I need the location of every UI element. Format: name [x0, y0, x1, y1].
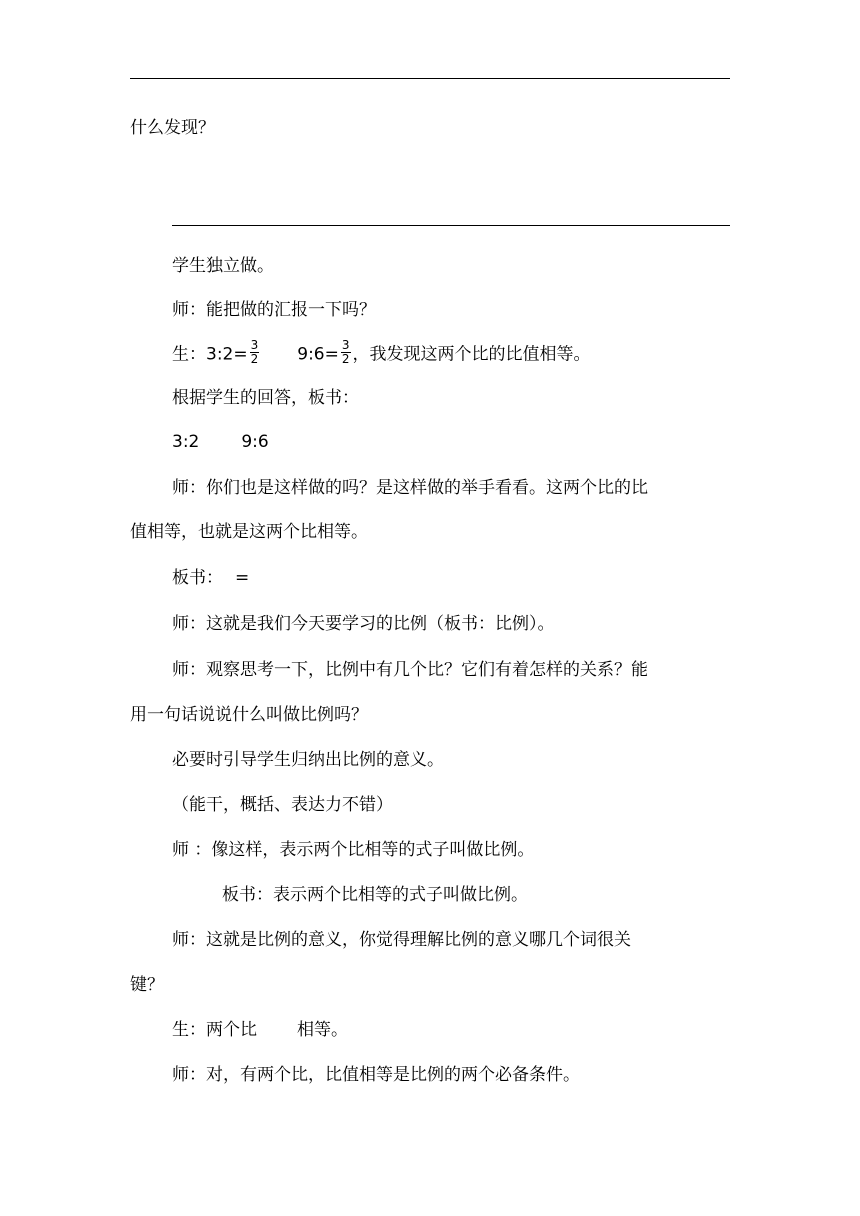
paragraph-guide-students: 必要时引导学生归纳出比例的意义。: [172, 750, 444, 770]
paragraph-teacher-observe-line2: 用一句话说说什么叫做比例吗？: [130, 705, 368, 725]
keyword-two-ratios: 生：两个比: [172, 1020, 257, 1040]
paragraph-board-writing-intro: 根据学生的回答，板书：: [172, 388, 359, 408]
board-label: 板书：: [172, 568, 223, 588]
paragraph-teacher-ask-line1: 师：你们也是这样做的吗？是这样做的举手看看。这两个比的比: [172, 478, 648, 498]
paragraph-teacher-intro-proportion: 师：这就是我们今天要学习的比例（板书：比例）。: [172, 614, 555, 634]
board-ratio-a: 3:2: [172, 432, 200, 452]
paragraph-board-equals: [172, 567, 249, 589]
answer-suffix: ，我发现这两个比的比值相等。: [352, 344, 591, 365]
ratio-expr-1: 3:2=: [206, 344, 248, 365]
paragraph-teacher-keywords-line1: 师：这就是比例的意义，你觉得理解比例的意义哪几个词很关: [172, 930, 631, 950]
board-ratio-b: 9:6: [241, 432, 269, 452]
section-divider: [172, 225, 730, 226]
fraction-1-numerator: 3: [250, 338, 259, 352]
answer-prefix: 生：: [172, 344, 206, 365]
fraction-2: [341, 339, 351, 366]
paragraph-teacher-definition: 师 ：像这样，表示两个比相等的式子叫做比例。: [172, 840, 535, 860]
paragraph-teacher-observe-line1: 师：观察思考一下，比例中有几个比？它们有着怎样的关系？能: [172, 660, 648, 680]
paragraph-teacher-report: 师：能把做的汇报一下吗？: [172, 300, 376, 320]
fraction-1-denominator: 2: [250, 352, 259, 366]
fraction-2-numerator: 3: [341, 338, 350, 352]
paragraph-board-ratios: [172, 431, 269, 453]
prev-page-tail-text: 什么发现？: [130, 118, 215, 138]
paragraph-teacher-keywords-line2: 键？: [130, 975, 164, 995]
ratio-expr-2: 9:6=: [297, 344, 339, 365]
paragraph-teacher-conclusion: 师：对，有两个比，比值相等是比例的两个必备条件。: [172, 1065, 580, 1085]
paragraph-student-keywords: [172, 1019, 348, 1041]
board-equals-sign: =: [235, 568, 250, 588]
paragraph-comment: （能干，概括、表达力不错）: [172, 795, 393, 815]
paragraph-board-definition: 板书：表示两个比相等的式子叫做比例。: [222, 885, 528, 905]
paragraph-teacher-ask-line2: 值相等，也就是这两个比相等。: [130, 522, 368, 542]
keyword-equal: 相等。: [297, 1020, 348, 1040]
paragraph-students-work: 学生独立做。: [172, 256, 274, 276]
fraction-2-denominator: 2: [341, 352, 350, 366]
top-page-rule: [130, 78, 730, 79]
paragraph-student-answer: [172, 338, 591, 368]
fraction-1: [250, 339, 260, 366]
